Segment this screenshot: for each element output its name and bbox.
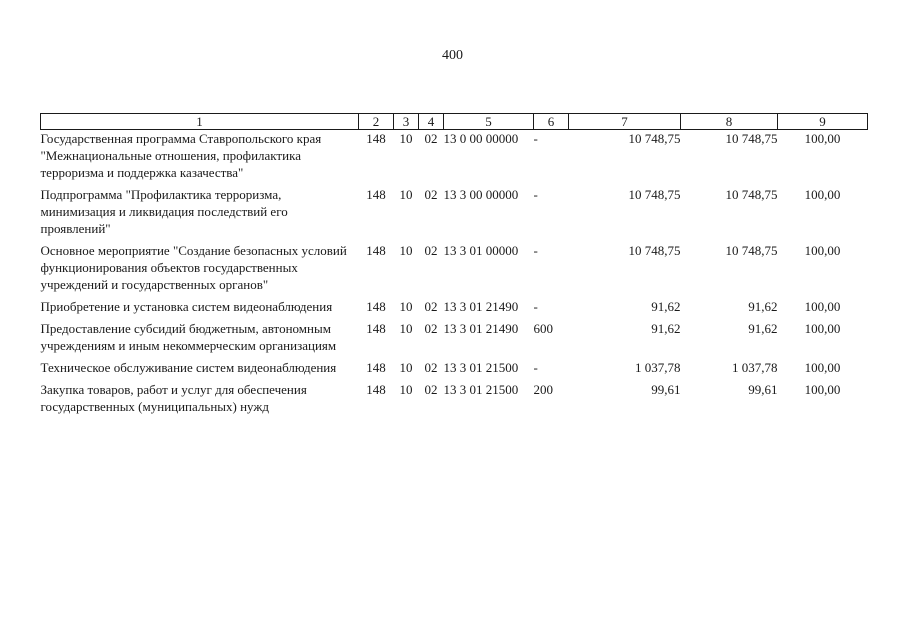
header-col-6: 6 xyxy=(534,114,569,130)
row-col-7: 10 748,75 xyxy=(628,131,681,146)
row-col-2: 148 xyxy=(366,299,386,314)
row-col-7: 1 037,78 xyxy=(635,360,681,375)
row-col-7: 91,62 xyxy=(651,299,681,314)
row-col-6: - xyxy=(533,131,538,146)
row-col-6: - xyxy=(533,360,538,375)
budget-table xyxy=(40,113,868,420)
table-row xyxy=(41,186,868,242)
table-row xyxy=(41,242,868,298)
row-col-2: 148 xyxy=(366,360,386,375)
row-col-6: 600 xyxy=(533,321,553,336)
row-name: Государственная программа Ставропольского края "Межнациональные отношения, профилактика терроризма и поддержка казачества" xyxy=(40,131,322,180)
table-row xyxy=(41,359,868,381)
row-col-7: 99,61 xyxy=(651,382,681,397)
row-col-4: 02 xyxy=(424,382,438,397)
row-col-9: 100,00 xyxy=(804,299,841,314)
table-row xyxy=(41,381,868,420)
row-col-7: 10 748,75 xyxy=(628,243,681,258)
header-col-5: 5 xyxy=(444,114,534,130)
row-col-6: 200 xyxy=(533,382,553,397)
header-col-9: 9 xyxy=(778,114,868,130)
row-name: Техническое обслуживание систем видеонаблюдения xyxy=(40,360,337,375)
row-col-3: 10 xyxy=(399,243,413,258)
table-row xyxy=(41,298,868,320)
row-col-2: 148 xyxy=(366,382,386,397)
header-col-2: 2 xyxy=(359,114,394,130)
row-col-8: 10 748,75 xyxy=(725,187,778,202)
row-col-7: 91,62 xyxy=(651,321,681,336)
header-col-4: 4 xyxy=(419,114,444,130)
row-col-3: 10 xyxy=(399,187,413,202)
page-number: 400 xyxy=(442,48,463,63)
row-col-8: 99,61 xyxy=(748,382,778,397)
row-name: Приобретение и установка систем видеонаблюдения xyxy=(40,299,333,314)
row-col-2: 148 xyxy=(366,131,386,146)
row-col-5: 13 3 00 00000 xyxy=(443,187,519,202)
row-col-9: 100,00 xyxy=(804,187,841,202)
row-col-4: 02 xyxy=(424,131,438,146)
header-col-8: 8 xyxy=(681,114,778,130)
row-col-3: 10 xyxy=(399,321,413,336)
table-body xyxy=(41,130,868,421)
row-col-4: 02 xyxy=(424,187,438,202)
row-col-8: 1 037,78 xyxy=(732,360,778,375)
row-col-8: 10 748,75 xyxy=(725,131,778,146)
header-col-3: 3 xyxy=(394,114,419,130)
table-header xyxy=(41,114,868,130)
row-col-7: 10 748,75 xyxy=(628,187,681,202)
row-col-3: 10 xyxy=(399,382,413,397)
row-col-3: 10 xyxy=(399,299,413,314)
row-col-4: 02 xyxy=(424,299,438,314)
row-col-5: 13 3 01 21490 xyxy=(443,299,519,314)
row-col-2: 148 xyxy=(366,243,386,258)
row-name: Предоставление субсидий бюджетным, автономным учреждениям и иным некоммерческим организациям xyxy=(40,321,337,353)
row-col-4: 02 xyxy=(424,243,438,258)
row-col-5: 13 3 01 00000 xyxy=(443,243,519,258)
row-col-8: 91,62 xyxy=(748,299,778,314)
row-col-3: 10 xyxy=(399,131,413,146)
row-col-8: 91,62 xyxy=(748,321,778,336)
row-name: Подпрограмма "Профилактика терроризма, минимизация и ликвидация последствий его проявлений" xyxy=(40,187,288,236)
row-col-9: 100,00 xyxy=(804,382,841,397)
table-row xyxy=(41,130,868,187)
row-col-2: 148 xyxy=(366,187,386,202)
row-name: Закупка товаров, работ и услуг для обеспечения государственных (муниципальных) нужд xyxy=(40,382,307,414)
row-col-9: 100,00 xyxy=(804,321,841,336)
row-col-5: 13 3 01 21490 xyxy=(443,321,519,336)
row-col-9: 100,00 xyxy=(804,131,841,146)
row-col-3: 10 xyxy=(399,360,413,375)
row-col-4: 02 xyxy=(424,321,438,336)
budget-table-container xyxy=(40,113,867,420)
row-col-4: 02 xyxy=(424,360,438,375)
header-col-1: 1 xyxy=(41,114,359,130)
header-col-7: 7 xyxy=(569,114,681,130)
row-col-9: 100,00 xyxy=(804,243,841,258)
row-col-5: 13 0 00 00000 xyxy=(443,131,519,146)
table-row xyxy=(41,320,868,359)
row-col-6: - xyxy=(533,187,538,202)
row-col-5: 13 3 01 21500 xyxy=(443,360,519,375)
row-col-6: - xyxy=(533,243,538,258)
header-row xyxy=(41,114,868,130)
row-col-8: 10 748,75 xyxy=(725,243,778,258)
row-col-6: - xyxy=(533,299,538,314)
row-col-9: 100,00 xyxy=(804,360,841,375)
row-col-5: 13 3 01 21500 xyxy=(443,382,519,397)
row-name: Основное мероприятие "Создание безопасных условий функционирования объектов государственных учреждений и государственных органов" xyxy=(40,243,347,292)
row-col-2: 148 xyxy=(366,321,386,336)
